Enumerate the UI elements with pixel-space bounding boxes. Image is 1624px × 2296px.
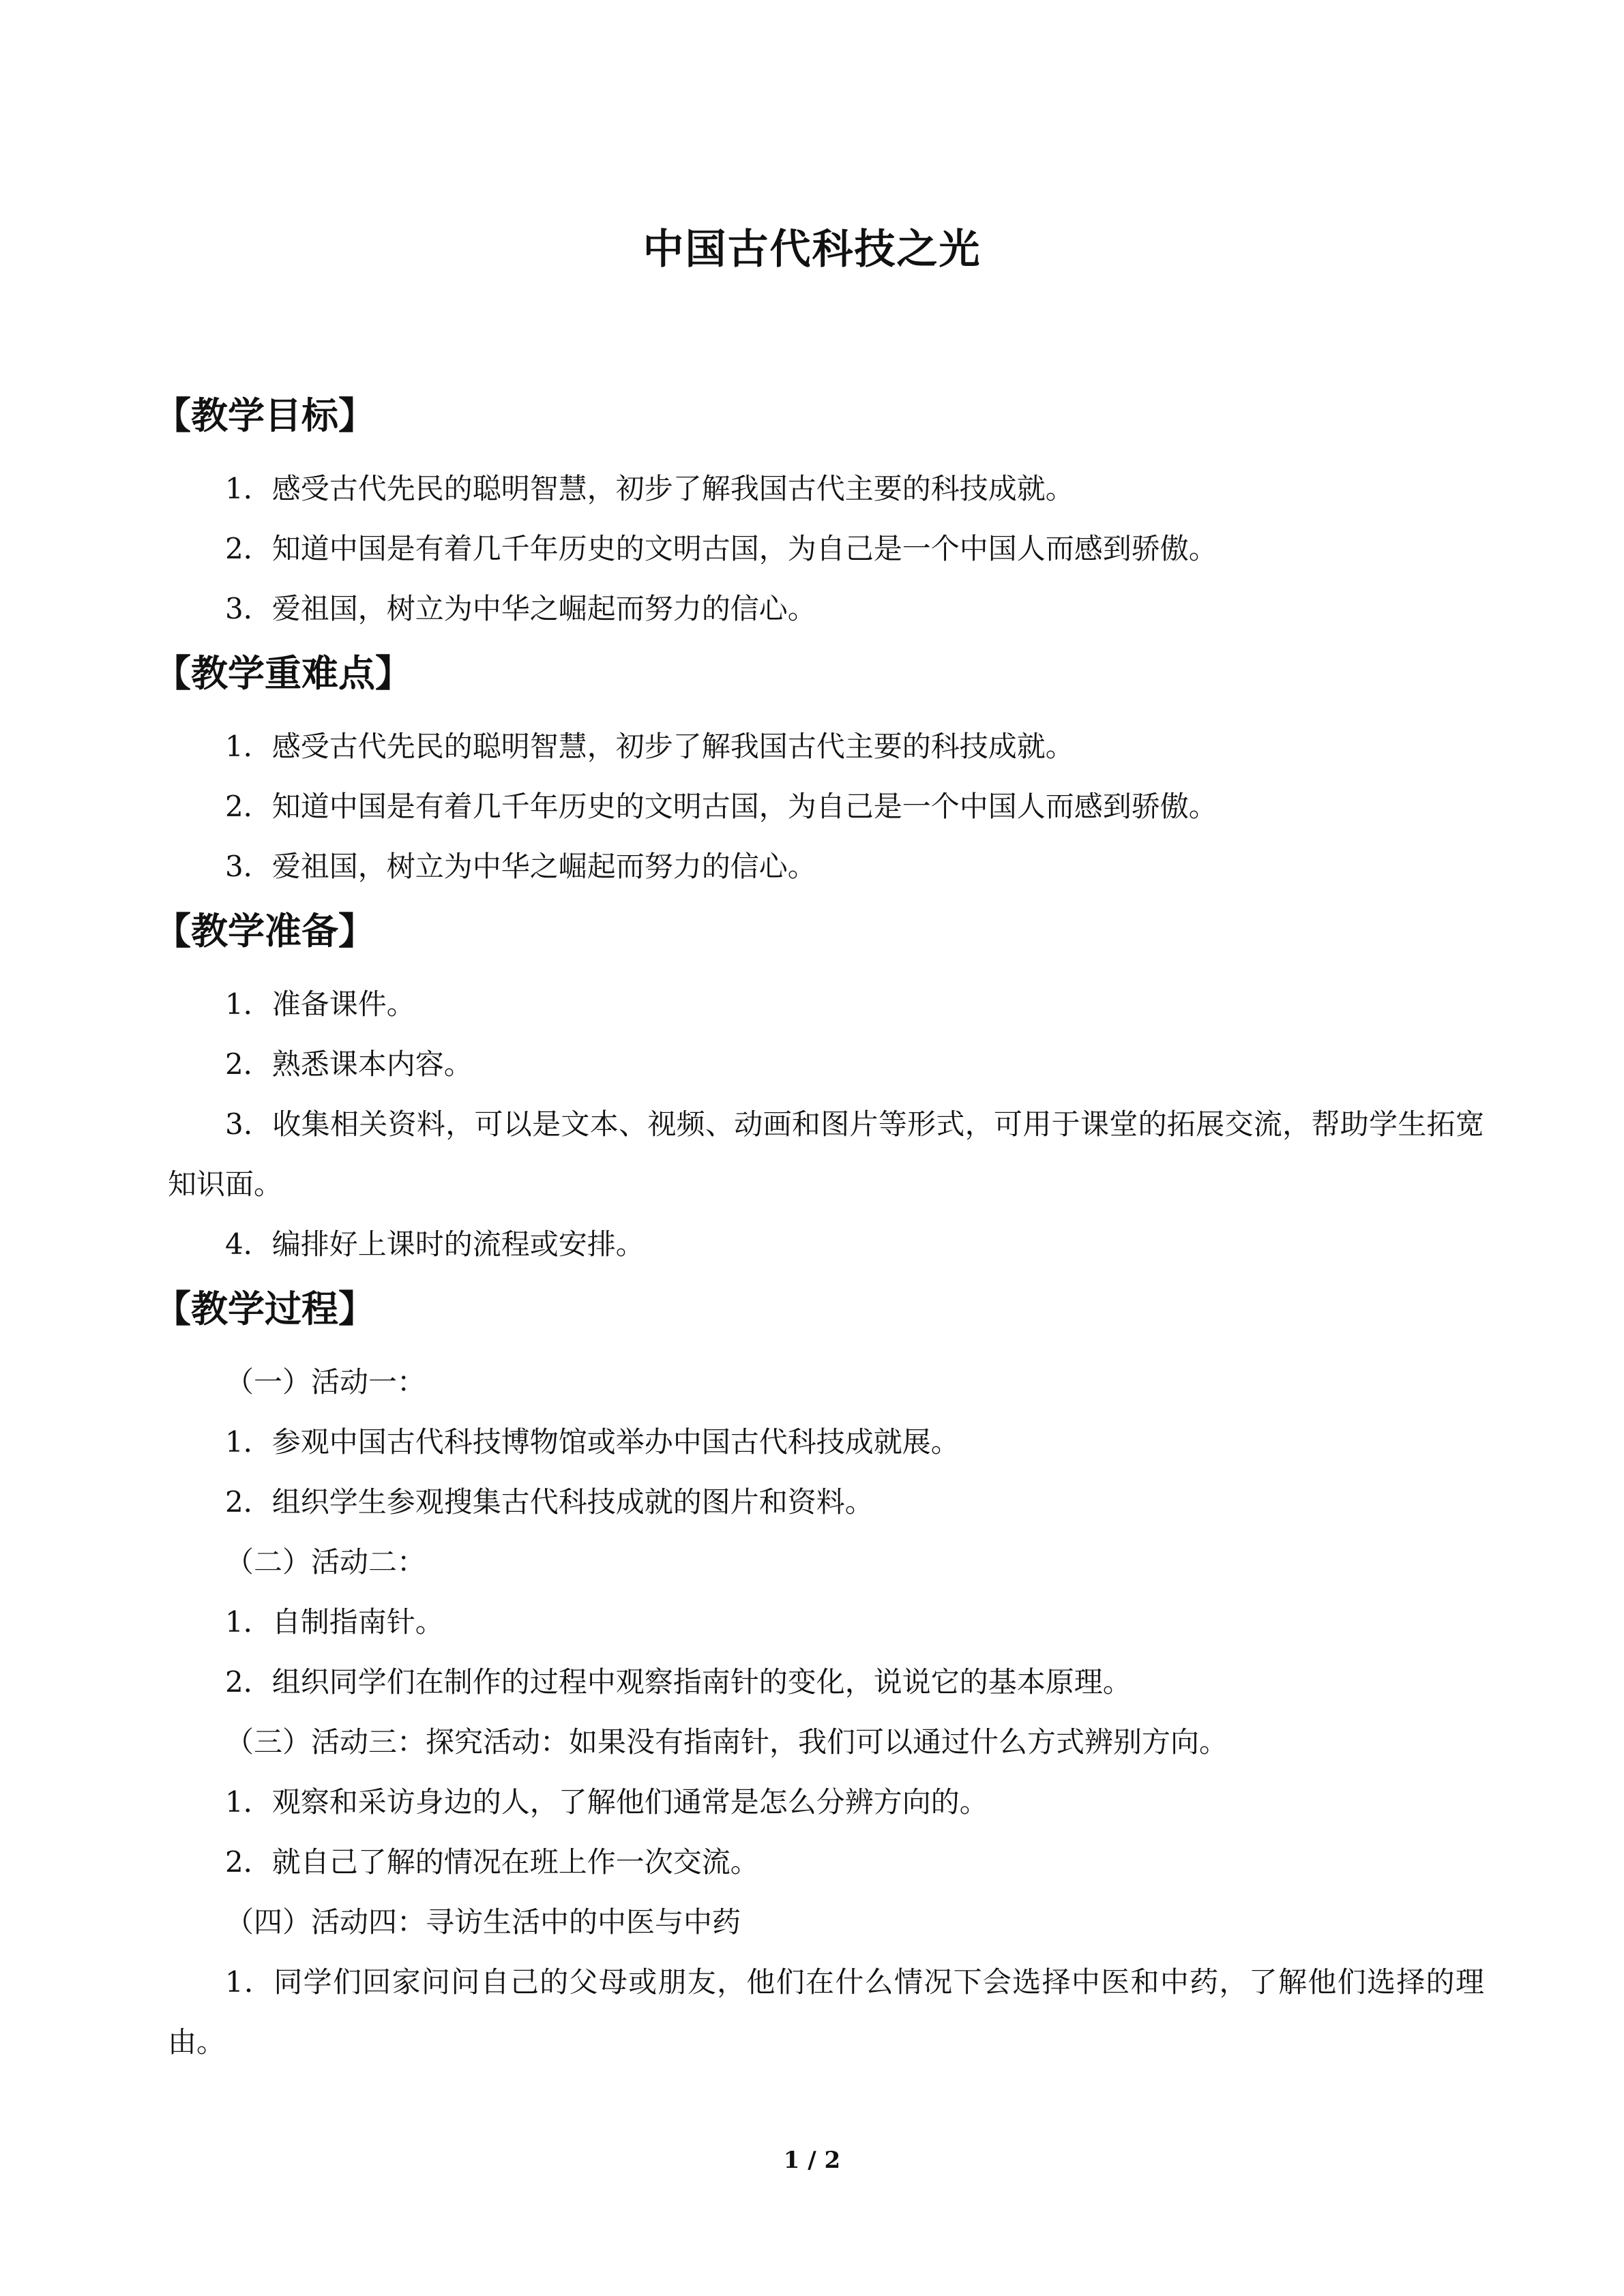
paragraph: 1．感受古代先民的聪明智慧，初步了解我国古代主要的科技成就。 (225, 730, 1074, 763)
paragraph: 1．参观中国古代科技博物馆或举办中国古代科技成就展。 (225, 1425, 960, 1459)
paragraph: 2．就自己了解的情况在班上作一次交流。 (225, 1845, 759, 1879)
paragraph: 3．爱祖国，树立为中华之崛起而努力的信心。 (225, 592, 816, 625)
section-heading-objectives: 【教学目标】 (154, 394, 375, 437)
document-body (154, 385, 1484, 2072)
paragraph: 4．编排好上课时的流程或安排。 (225, 1227, 645, 1261)
paragraph: 2．知道中国是有着几千年历史的文明古国，为自己是一个中国人而感到骄傲。 (225, 790, 1217, 823)
document-title: 中国古代科技之光 (643, 226, 981, 273)
paragraph: （四）活动四：寻访生活中的中医与中药 (225, 1905, 741, 1939)
paragraph: 2．组织学生参观搜集古代科技成就的图片和资料。 (225, 1485, 874, 1519)
paragraph: 1．观察和采访身边的人，了解他们通常是怎么分辨方向的。 (225, 1785, 988, 1819)
paragraph: 3．爱祖国，树立为中华之崛起而努力的信心。 (225, 850, 816, 883)
paragraph: 1．感受古代先民的聪明智慧，初步了解我国古代主要的科技成就。 (225, 472, 1074, 505)
section-heading-preparation: 【教学准备】 (154, 910, 375, 953)
paragraph: （二）活动二： (225, 1545, 426, 1579)
section-heading-key-points: 【教学重难点】 (154, 652, 412, 695)
page-number: 1 / 2 (783, 2147, 841, 2174)
paragraph: 2．知道中国是有着几千年历史的文明古国，为自己是一个中国人而感到骄傲。 (225, 532, 1217, 565)
paragraph: 3．收集相关资料，可以是文本、视频、动画和图片等形式，可用于课堂的拓展交流，帮助学生拓宽知识面。 (168, 1107, 1484, 1201)
section-heading-process: 【教学过程】 (154, 1287, 375, 1330)
paragraph: （一）活动一： (225, 1365, 426, 1399)
paragraph: 1．同学们回家问问自己的父母或朋友，他们在什么情况下会选择中医和中药，了解他们选择的理由。 (168, 1965, 1484, 2059)
paragraph: （三）活动三：探究活动：如果没有指南针，我们可以通过什么方式辨别方向。 (225, 1725, 1228, 1759)
paragraph: 1．准备课件。 (225, 987, 415, 1021)
paragraph: 2．组织同学们在制作的过程中观察指南针的变化，说说它的基本原理。 (225, 1665, 1132, 1699)
paragraph: 2．熟悉课本内容。 (225, 1047, 473, 1081)
paragraph: 1．自制指南针。 (225, 1605, 444, 1639)
